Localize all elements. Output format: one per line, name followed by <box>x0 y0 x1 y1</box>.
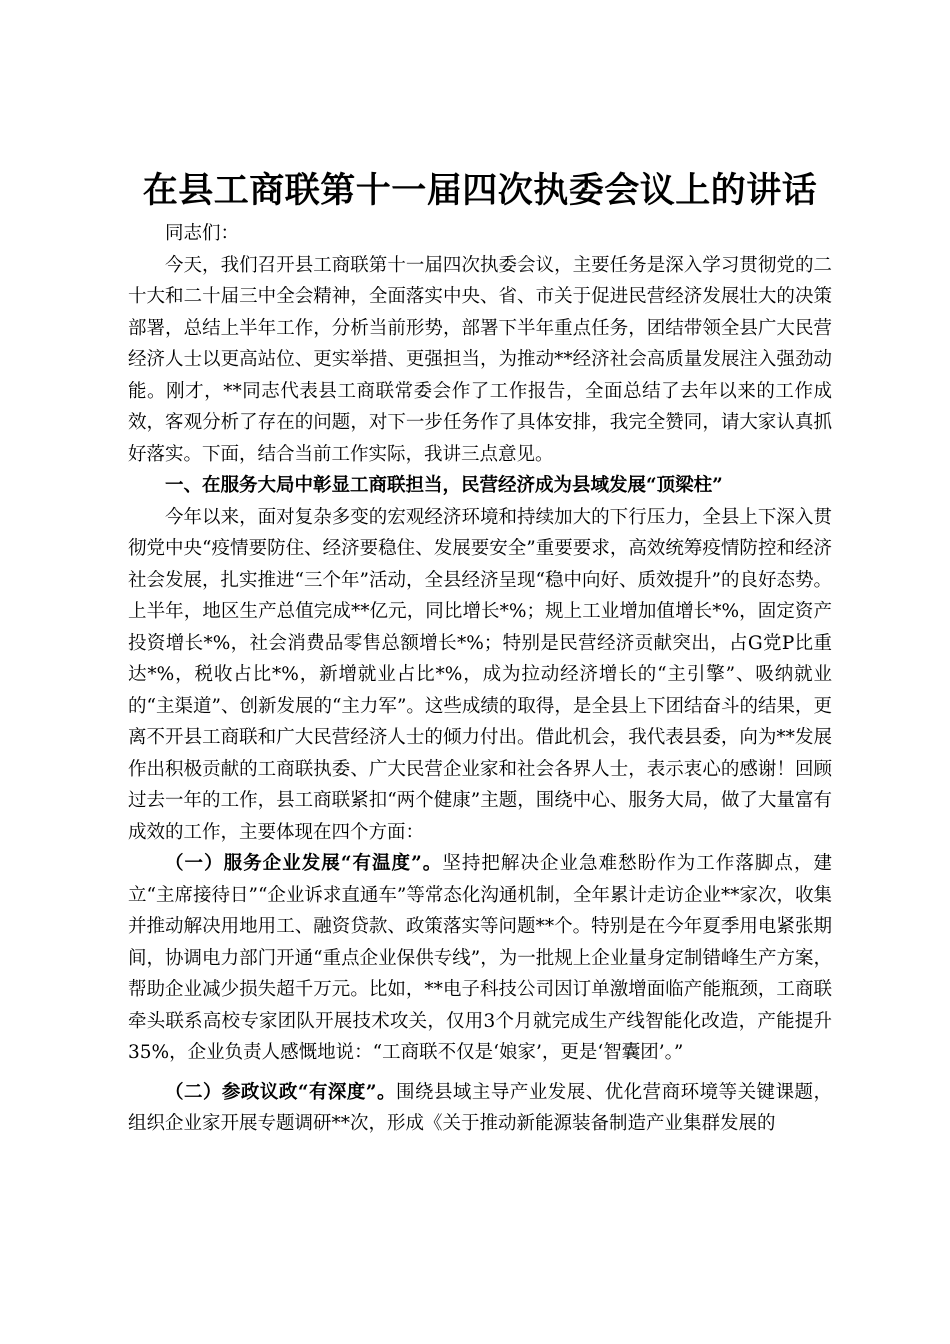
point-1-body: 坚持把解决企业急难愁盼作为工作落脚点，建立“主席接待日”“企业诉求直通车”等常态化沟通机制，全年累计走访企业**家次，收集并推动解决用地用工、融资贷款、政策落实等问题**个。特别是在今年夏季用电紧张期间，协调电力部门开通“重点企业保供专线”，为一批规上企业量身定制错峰生产方案，帮助企业减少损失超千万元。比如，**电子科技公司因订单激增面临产能瓶颈，工商联牵头联系高校专家团队开展技术攻关，仅用3个月就完成生产线智能化改造，产能提升35%，企业负责人感慨地说：“工商联不仅是‘娘家’，更是‘智囊团’。” <box>128 853 832 1063</box>
point-2-paragraph <box>128 1077 832 1140</box>
intro-paragraph: 今天，我们召开县工商联第十一届四次执委会议，主要任务是深入学习贯彻党的二十大和二十届三中全会精神，全面落实中央、省、市关于促进民营经济发展壮大的决策部署，总结上半年工作，分析当前形势，部署下半年重点任务，团结带领全县广大民营经济人士以更高站位、更实举措、更强担当，为推动**经济社会高质量发展注入强劲动能。刚才，**同志代表县工商联常委会作了工作报告，全面总结了去年以来的工作成效，客观分析了存在的问题，对下一步任务作了具体安排，我完全赞同，请大家认真抓好落实。下面，结合当前工作实际，我讲三点意见。 <box>128 254 832 465</box>
point-2-body: 围绕县域主导产业发展、优化营商环境等关键课题，组织企业家开展专题调研**次，形成《关于推动新能源装备制造产业集群发展的 <box>128 1081 832 1134</box>
point-2-lead: （二）参政议政“有深度”。 <box>165 1081 396 1103</box>
point-1-paragraph <box>128 848 832 1069</box>
point-1-lead: （一）服务企业发展“有温度”。 <box>165 853 443 874</box>
document-title: 在县工商联第十一届四次执委会议上的讲话 <box>142 170 818 211</box>
paragraph-gap <box>128 1069 832 1077</box>
section-1-heading: 一、在服务大局中彰显工商联担当，民营经济成为县域发展“顶梁柱” <box>165 475 723 496</box>
salutation: 同志们： <box>165 223 240 244</box>
document-page <box>128 166 832 1140</box>
section-1-paragraph: 今年以来，面对复杂多变的宏观经济环境和持续加大的下行压力，全县上下深入贯彻党中央“疫情要防住、经济要稳住、发展要安全”重要要求，高效统筹疫情防控和经济社会发展，扎实推进“三个年”活动，全县经济呈现“稳中向好、质效提升”的良好态势。上半年，地区生产总值完成**亿元，同比增长*%；规上工业增加值增长*%，固定资产投资增长*%，社会消费品零售总额增长*%；特别是民营经济贡献突出，占G党P比重达*%，税收占比*%，新增就业占比*%，成为拉动经济增长的“主引擎”、吸纳就业的“主渠道”、创新发展的“主力军”。这些成绩的取得，是全县上下团结奋斗的结果，更离不开县工商联和广大民营经济人士的倾力付出。借此机会，我代表县委，向为**发展作出积极贡献的工商联执委、广大民营企业家和社会各界人士，表示衷心的感谢！回顾过去一年的工作，县工商联紧扣“两个健康”主题，围绕中心、服务大局，做了大量富有成效的工作，主要体现在四个方面： <box>128 506 832 843</box>
